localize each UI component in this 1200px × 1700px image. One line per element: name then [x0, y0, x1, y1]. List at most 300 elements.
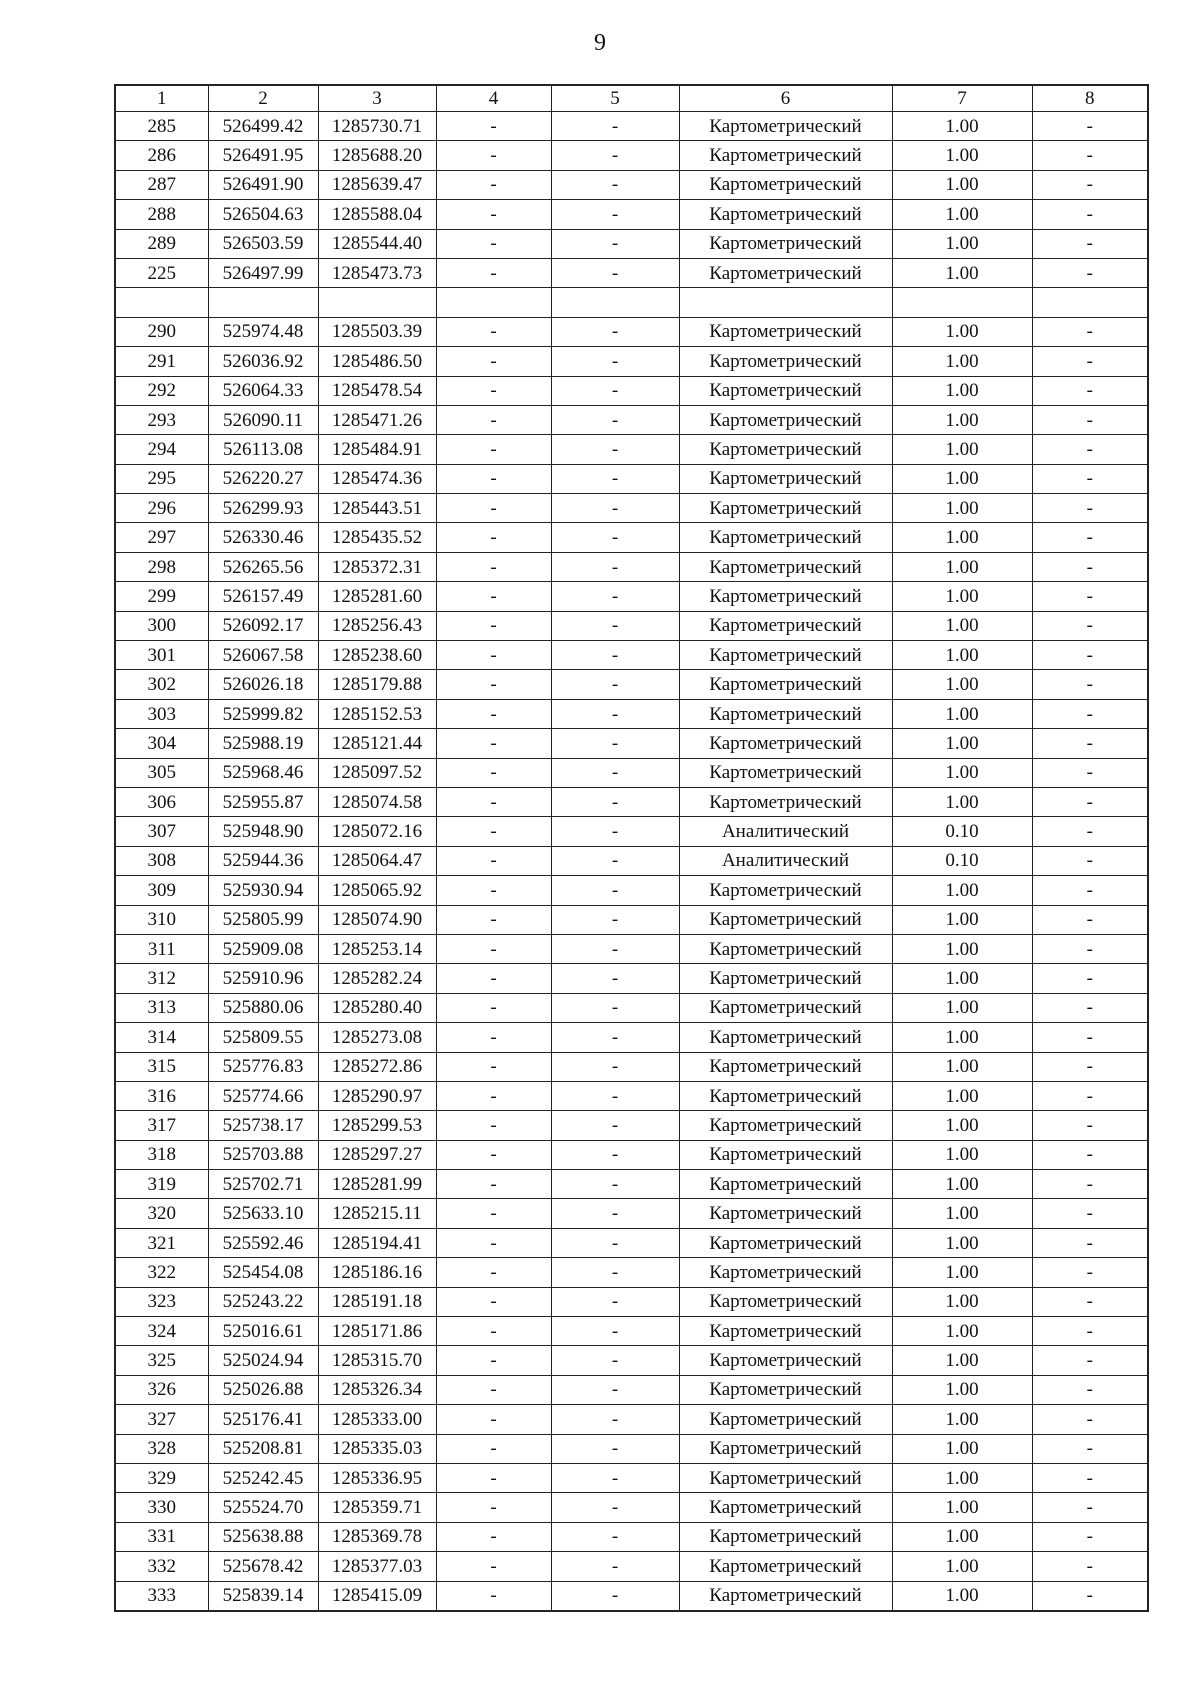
table-cell: 1285171.86 — [318, 1317, 436, 1346]
table-cell: - — [1032, 258, 1148, 287]
table-cell: 1285474.36 — [318, 464, 436, 493]
table-cell: Картометрический — [679, 1228, 892, 1257]
table-row — [115, 405, 1148, 434]
table-row — [115, 1434, 1148, 1463]
table-cell: - — [436, 1228, 551, 1257]
table-cell: - — [436, 112, 551, 141]
table-cell: - — [436, 1258, 551, 1287]
table-cell: 1285074.58 — [318, 787, 436, 816]
table-cell: - — [436, 670, 551, 699]
table-cell: Картометрический — [679, 934, 892, 963]
table-cell: - — [551, 347, 679, 376]
table-cell: Картометрический — [679, 787, 892, 816]
table-cell: Картометрический — [679, 1023, 892, 1052]
table-cell: - — [436, 729, 551, 758]
table-cell: 1.00 — [892, 1258, 1032, 1287]
table-cell: - — [436, 170, 551, 199]
table-cell: 526090.11 — [208, 405, 318, 434]
table-cell: - — [436, 1199, 551, 1228]
table-cell: Картометрический — [679, 699, 892, 728]
table-cell: - — [551, 1463, 679, 1492]
table-cell: 1.00 — [892, 1405, 1032, 1434]
table-cell: - — [436, 817, 551, 846]
table-cell: 302 — [115, 670, 208, 699]
page-number: 9 — [594, 30, 606, 56]
table-cell: 1.00 — [892, 1581, 1032, 1611]
table-cell: Картометрический — [679, 317, 892, 346]
table-cell: 525592.46 — [208, 1228, 318, 1257]
table-cell: Картометрический — [679, 993, 892, 1022]
table-cell: 1285369.78 — [318, 1522, 436, 1551]
table-row — [115, 787, 1148, 816]
table-cell: - — [436, 1434, 551, 1463]
table-cell: 324 — [115, 1317, 208, 1346]
table-cell: - — [551, 1081, 679, 1110]
table-cell: 309 — [115, 876, 208, 905]
table-cell: 1285191.18 — [318, 1287, 436, 1316]
coordinates-table — [114, 84, 1149, 1612]
table-cell: 1285471.26 — [318, 405, 436, 434]
table-row — [115, 229, 1148, 258]
table-cell: 525955.87 — [208, 787, 318, 816]
table-row — [115, 1170, 1148, 1199]
table-cell: Картометрический — [679, 1493, 892, 1522]
table-cell: - — [436, 200, 551, 229]
table-row — [115, 641, 1148, 670]
table-row — [115, 905, 1148, 934]
table-cell: 1285473.73 — [318, 258, 436, 287]
table-cell: 307 — [115, 817, 208, 846]
table-cell: 306 — [115, 787, 208, 816]
table-cell: 1.00 — [892, 1552, 1032, 1581]
table-cell: 525026.88 — [208, 1375, 318, 1404]
table-row — [115, 1552, 1148, 1581]
table-cell: - — [551, 552, 679, 581]
table-cell: 303 — [115, 699, 208, 728]
table-cell: - — [1032, 1317, 1148, 1346]
table-cell: - — [551, 1228, 679, 1257]
table-cell — [679, 288, 892, 317]
table-cell: 323 — [115, 1287, 208, 1316]
table-cell: 1285544.40 — [318, 229, 436, 258]
table-row — [115, 611, 1148, 640]
table-cell: - — [551, 1052, 679, 1081]
table-cell: - — [436, 758, 551, 787]
table-cell: - — [1032, 1346, 1148, 1375]
table-cell: 333 — [115, 1581, 208, 1611]
table-cell: - — [551, 200, 679, 229]
table-row — [115, 846, 1148, 875]
table-cell: Картометрический — [679, 611, 892, 640]
table-cell: 1285072.16 — [318, 817, 436, 846]
table-cell: - — [1032, 1140, 1148, 1169]
table-cell: - — [436, 405, 551, 434]
table-cell: - — [436, 523, 551, 552]
table-cell: Картометрический — [679, 1140, 892, 1169]
table-cell: - — [436, 1522, 551, 1551]
table-cell: 1.00 — [892, 1228, 1032, 1257]
table-row — [115, 200, 1148, 229]
table-cell: - — [436, 258, 551, 287]
table-cell: 1.00 — [892, 141, 1032, 170]
table-cell: 1.00 — [892, 552, 1032, 581]
table-cell: Аналитический — [679, 846, 892, 875]
table-cell: 1.00 — [892, 317, 1032, 346]
table-cell: Картометрический — [679, 1552, 892, 1581]
table-row — [115, 964, 1148, 993]
table-cell: - — [551, 611, 679, 640]
table-cell: - — [436, 934, 551, 963]
table-cell: 0.10 — [892, 846, 1032, 875]
table-cell: 526067.58 — [208, 641, 318, 670]
table-cell: - — [551, 112, 679, 141]
table-cell: 332 — [115, 1552, 208, 1581]
table-cell: - — [1032, 758, 1148, 787]
table-cell: 1.00 — [892, 112, 1032, 141]
table-cell: 1285065.92 — [318, 876, 436, 905]
table-cell — [892, 288, 1032, 317]
table-cell: 1285297.27 — [318, 1140, 436, 1169]
table-cell: 1.00 — [892, 1346, 1032, 1375]
table-cell: - — [436, 1317, 551, 1346]
table-cell: 1285730.71 — [318, 112, 436, 141]
table-cell: 299 — [115, 582, 208, 611]
table-cell: - — [436, 141, 551, 170]
table-cell: 525930.94 — [208, 876, 318, 905]
table-cell: 291 — [115, 347, 208, 376]
table-cell: 1285503.39 — [318, 317, 436, 346]
column-header-1: 1 — [115, 85, 208, 112]
table-cell: 525016.61 — [208, 1317, 318, 1346]
table-row — [115, 1140, 1148, 1169]
table-cell: 1285372.31 — [318, 552, 436, 581]
table-cell: 294 — [115, 435, 208, 464]
table-cell: 1.00 — [892, 229, 1032, 258]
table-cell: Картометрический — [679, 1463, 892, 1492]
table-cell: - — [436, 1346, 551, 1375]
table-row — [115, 435, 1148, 464]
table-row — [115, 1287, 1148, 1316]
table-cell: - — [1032, 1170, 1148, 1199]
table-cell: 1285443.51 — [318, 494, 436, 523]
table-cell: - — [551, 405, 679, 434]
table-cell: - — [551, 729, 679, 758]
table-cell: 526491.90 — [208, 170, 318, 199]
table-cell: 525974.48 — [208, 317, 318, 346]
table-cell: - — [551, 1170, 679, 1199]
table-cell: Картометрический — [679, 523, 892, 552]
table-cell: 1.00 — [892, 582, 1032, 611]
table-cell: 1.00 — [892, 435, 1032, 464]
table-cell: 314 — [115, 1023, 208, 1052]
table-cell: - — [551, 170, 679, 199]
table-row — [115, 934, 1148, 963]
table-cell — [318, 288, 436, 317]
table-cell: Картометрический — [679, 347, 892, 376]
table-cell: 1285639.47 — [318, 170, 436, 199]
table-cell: - — [551, 523, 679, 552]
table-cell: 225 — [115, 258, 208, 287]
table-cell: - — [1032, 435, 1148, 464]
table-row — [115, 1228, 1148, 1257]
table-cell: - — [1032, 1405, 1148, 1434]
table-cell: 525774.66 — [208, 1081, 318, 1110]
table-cell: - — [551, 1581, 679, 1611]
table-cell: - — [551, 641, 679, 670]
table-cell: - — [551, 846, 679, 875]
table-cell: 1.00 — [892, 611, 1032, 640]
table-cell: - — [551, 876, 679, 905]
table-cell: 297 — [115, 523, 208, 552]
table-cell: - — [436, 905, 551, 934]
table-cell: 525839.14 — [208, 1581, 318, 1611]
table-row — [115, 699, 1148, 728]
table-cell: 1.00 — [892, 1493, 1032, 1522]
table-cell: 1285256.43 — [318, 611, 436, 640]
table-cell: Картометрический — [679, 1434, 892, 1463]
table-cell: 1.00 — [892, 1199, 1032, 1228]
table-cell: Картометрический — [679, 1287, 892, 1316]
table-cell: 1.00 — [892, 405, 1032, 434]
table-cell: - — [551, 494, 679, 523]
table-cell: Картометрический — [679, 1317, 892, 1346]
table-cell: Картометрический — [679, 641, 892, 670]
table-row — [115, 1081, 1148, 1110]
table-cell: - — [551, 229, 679, 258]
table-cell: 321 — [115, 1228, 208, 1257]
table-cell: Картометрический — [679, 494, 892, 523]
table-cell: 1285688.20 — [318, 141, 436, 170]
table-cell: Картометрический — [679, 141, 892, 170]
table-row — [115, 1111, 1148, 1140]
table-cell: 1.00 — [892, 699, 1032, 728]
table-cell: 525702.71 — [208, 1170, 318, 1199]
table-cell: 526499.42 — [208, 112, 318, 141]
table-cell: 1.00 — [892, 1052, 1032, 1081]
table-cell: 1.00 — [892, 200, 1032, 229]
table-row — [115, 993, 1148, 1022]
table-cell: 1285299.53 — [318, 1111, 436, 1140]
table-cell: 526299.93 — [208, 494, 318, 523]
table-cell: 525880.06 — [208, 993, 318, 1022]
table-cell — [208, 288, 318, 317]
table-cell: 1285194.41 — [318, 1228, 436, 1257]
table-cell: - — [551, 258, 679, 287]
table-cell: - — [551, 817, 679, 846]
table-cell: - — [1032, 317, 1148, 346]
table-cell: 1.00 — [892, 170, 1032, 199]
table-cell: - — [436, 1081, 551, 1110]
table-cell: 526064.33 — [208, 376, 318, 405]
table-cell: 300 — [115, 611, 208, 640]
table-cell: - — [1032, 170, 1148, 199]
table-cell: 308 — [115, 846, 208, 875]
table-cell: 290 — [115, 317, 208, 346]
table-cell: - — [1032, 229, 1148, 258]
table-cell: - — [436, 376, 551, 405]
table-cell: - — [436, 1405, 551, 1434]
table-cell: 1285326.34 — [318, 1375, 436, 1404]
table-cell — [115, 288, 208, 317]
table-cell: 1285478.54 — [318, 376, 436, 405]
table-cell: 525024.94 — [208, 1346, 318, 1375]
table-cell: 293 — [115, 405, 208, 434]
table-row — [115, 1317, 1148, 1346]
table-row — [115, 729, 1148, 758]
table-cell: 1285486.50 — [318, 347, 436, 376]
table-cell: 1.00 — [892, 1023, 1032, 1052]
table-row — [115, 317, 1148, 346]
table-cell: Картометрический — [679, 1111, 892, 1140]
table-cell: - — [1032, 523, 1148, 552]
table-cell: 1285238.60 — [318, 641, 436, 670]
table-cell: 289 — [115, 229, 208, 258]
table-cell: - — [436, 1170, 551, 1199]
table-cell: 317 — [115, 1111, 208, 1140]
table-cell: - — [1032, 1052, 1148, 1081]
table-cell: 526026.18 — [208, 670, 318, 699]
table-cell: 1.00 — [892, 376, 1032, 405]
table-cell: - — [436, 787, 551, 816]
table-cell: - — [551, 1023, 679, 1052]
table-cell: - — [551, 1375, 679, 1404]
column-header-4: 4 — [436, 85, 551, 112]
table-cell: - — [551, 1346, 679, 1375]
table-cell: Картометрический — [679, 1170, 892, 1199]
table-cell: - — [551, 1258, 679, 1287]
table-cell: 1.00 — [892, 787, 1032, 816]
table-cell: 526491.95 — [208, 141, 318, 170]
header-row — [115, 85, 1148, 112]
table-cell: Картометрический — [679, 1581, 892, 1611]
table-row — [115, 1346, 1148, 1375]
table-cell: 319 — [115, 1170, 208, 1199]
table-cell: - — [551, 934, 679, 963]
table-cell: - — [436, 964, 551, 993]
table-cell: - — [551, 582, 679, 611]
table-cell: - — [436, 846, 551, 875]
table-cell: 1285273.08 — [318, 1023, 436, 1052]
table-cell: 1.00 — [892, 993, 1032, 1022]
table-cell: 320 — [115, 1199, 208, 1228]
table-header — [115, 85, 1148, 112]
table-cell: - — [551, 1434, 679, 1463]
table-cell: - — [1032, 347, 1148, 376]
table-cell: - — [436, 1493, 551, 1522]
table-cell: Картометрический — [679, 905, 892, 934]
table-cell: - — [1032, 112, 1148, 141]
table-cell: 1285415.09 — [318, 1581, 436, 1611]
table-cell: 1.00 — [892, 641, 1032, 670]
table-cell: 1285333.00 — [318, 1405, 436, 1434]
table-cell: 1.00 — [892, 347, 1032, 376]
table-cell: - — [1032, 1375, 1148, 1404]
table-cell: 328 — [115, 1434, 208, 1463]
table-cell: - — [1032, 405, 1148, 434]
table-cell: 526504.63 — [208, 200, 318, 229]
table-row — [115, 582, 1148, 611]
table-cell: 1285435.52 — [318, 523, 436, 552]
table-cell: - — [436, 435, 551, 464]
table-cell: 526113.08 — [208, 435, 318, 464]
table-cell: - — [1032, 787, 1148, 816]
table-cell: - — [551, 1199, 679, 1228]
table-cell: 1285272.86 — [318, 1052, 436, 1081]
table-cell: 1.00 — [892, 464, 1032, 493]
table-cell: - — [436, 876, 551, 905]
table-cell: 1.00 — [892, 1140, 1032, 1169]
table-cell: - — [551, 787, 679, 816]
table-cell: 525176.41 — [208, 1405, 318, 1434]
table-cell: 1285335.03 — [318, 1434, 436, 1463]
table-cell: - — [436, 1023, 551, 1052]
table-cell: - — [1032, 876, 1148, 905]
table-cell: Картометрический — [679, 552, 892, 581]
table-cell: - — [551, 1405, 679, 1434]
table-cell: 1.00 — [892, 1287, 1032, 1316]
table-cell: Картометрический — [679, 1375, 892, 1404]
table-cell: Картометрический — [679, 1346, 892, 1375]
column-header-7: 7 — [892, 85, 1032, 112]
table-cell: - — [551, 464, 679, 493]
table-cell: 325 — [115, 1346, 208, 1375]
table-row — [115, 1522, 1148, 1551]
table-cell: - — [1032, 1522, 1148, 1551]
table-cell: 1.00 — [892, 1522, 1032, 1551]
table-row — [115, 112, 1148, 141]
table-cell: 1285281.60 — [318, 582, 436, 611]
table-cell: Картометрический — [679, 1052, 892, 1081]
table-cell: Аналитический — [679, 817, 892, 846]
table-cell: - — [436, 1552, 551, 1581]
table-cell: 1285121.44 — [318, 729, 436, 758]
table-cell: - — [551, 1522, 679, 1551]
table-cell: 292 — [115, 376, 208, 405]
table-cell: 526157.49 — [208, 582, 318, 611]
table-row — [115, 170, 1148, 199]
table-row — [115, 1405, 1148, 1434]
table-cell: 525242.45 — [208, 1463, 318, 1492]
table-row — [115, 523, 1148, 552]
table-cell: - — [436, 317, 551, 346]
table-cell: - — [1032, 1199, 1148, 1228]
table-cell: Картометрический — [679, 1258, 892, 1287]
table-cell: Картометрический — [679, 200, 892, 229]
table-cell: - — [1032, 611, 1148, 640]
table-cell: - — [436, 993, 551, 1022]
table-cell: 525738.17 — [208, 1111, 318, 1140]
table-cell: Картометрический — [679, 758, 892, 787]
table-cell: - — [1032, 1081, 1148, 1110]
table-cell: 525944.36 — [208, 846, 318, 875]
table-cell: 526503.59 — [208, 229, 318, 258]
table-cell: 1285282.24 — [318, 964, 436, 993]
table-cell: - — [1032, 1023, 1148, 1052]
table-cell: - — [1032, 200, 1148, 229]
table-cell: - — [1032, 993, 1148, 1022]
table-cell: 315 — [115, 1052, 208, 1081]
table-cell: - — [1032, 1434, 1148, 1463]
table-cell: 1.00 — [892, 1111, 1032, 1140]
table-cell: - — [436, 347, 551, 376]
table-cell: - — [551, 317, 679, 346]
table-cell: 1.00 — [892, 1375, 1032, 1404]
table-cell: 526265.56 — [208, 552, 318, 581]
table-cell: 1285074.90 — [318, 905, 436, 934]
table-cell: - — [1032, 1111, 1148, 1140]
table-cell: 310 — [115, 905, 208, 934]
table-cell: - — [436, 464, 551, 493]
